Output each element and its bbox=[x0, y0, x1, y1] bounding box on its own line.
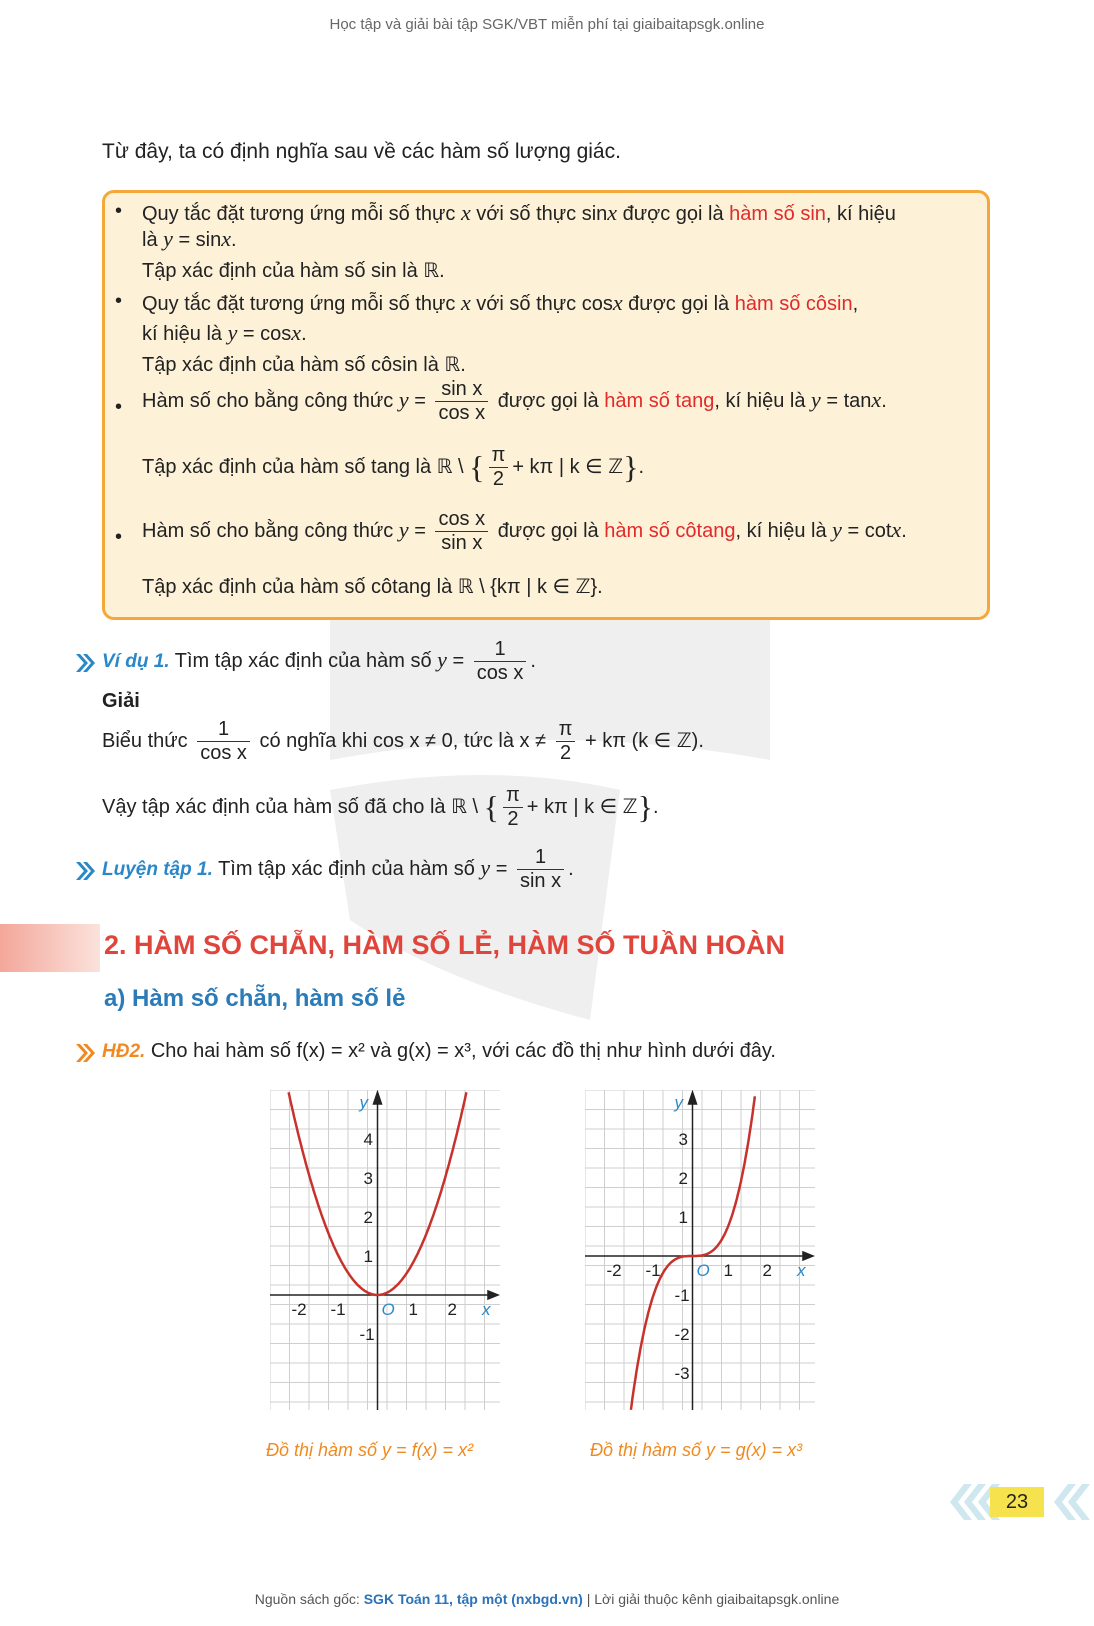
example-1: Ví dụ 1. Tìm tập xác định của hàm số y = $\frac{1}{\text{cos x}}$ . bbox=[102, 638, 536, 684]
intro-text: Từ đây, ta có định nghĩa sau về các hàm số lượng giác. bbox=[102, 140, 621, 163]
practice-label: Luyện tập 1. bbox=[102, 858, 213, 880]
x-tick-label: 2 bbox=[762, 1261, 772, 1280]
cot-fraction: $\frac{\text{cos x}}{\text{sin x}}$ bbox=[435, 508, 488, 555]
bullet: • bbox=[115, 396, 123, 418]
activity-hd2: HĐ2. Cho hai hàm số f(x) = x² và g(x) = x³, với các đồ thị như hình dưới đây. bbox=[102, 1040, 776, 1062]
cot-term: hàm số côtang bbox=[604, 519, 736, 542]
example-label: Ví dụ 1. bbox=[102, 650, 170, 672]
origin-label: O bbox=[381, 1300, 395, 1319]
chevron-right-icon bbox=[74, 652, 98, 674]
x-tick-label: -2 bbox=[606, 1261, 622, 1280]
x-axis-arrow-icon bbox=[803, 1252, 813, 1260]
example-conclusion: Vậy tập xác định của hàm số đã cho là ℝ \ { $\frac{\pi}{2}$ + kπ | k ∈ ℤ}. bbox=[102, 784, 659, 830]
x-tick-label: -1 bbox=[645, 1261, 661, 1280]
y-axis-label: y bbox=[359, 1093, 368, 1112]
example-solution: Biểu thức $\frac{1}{\text{cos x}}$ có nghĩa khi cos x ≠ 0, tức là x ≠ $\frac{\pi}{2}$ + kπ (k ∈ ℤ). bbox=[102, 718, 704, 764]
y-axis-arrow-icon bbox=[689, 1092, 697, 1104]
y-tick-label: 3 bbox=[678, 1130, 688, 1149]
y-axis-label: y bbox=[674, 1093, 683, 1112]
tan-domain: Tập xác định của hàm số tang là ℝ \ { $\frac{\pi}{2}$ + kπ | k ∈ ℤ}. bbox=[142, 444, 645, 490]
parabola-graph bbox=[270, 1090, 500, 1410]
tan-term: hàm số tang bbox=[604, 389, 715, 412]
y-tick-label: 2 bbox=[678, 1169, 688, 1188]
left-chart-caption: Đồ thị hàm số y = f(x) = x² bbox=[266, 1440, 474, 1460]
section-title: 2. HÀM SỐ CHẴN, HÀM SỐ LẺ, HÀM SỐ TUẦN HOÀN bbox=[104, 930, 786, 960]
y-tick-label: 2 bbox=[363, 1208, 373, 1227]
practice-1: Luyện tập 1. Tìm tập xác định của hàm số y = $\frac{1}{\text{sin x}}$ . bbox=[102, 846, 574, 892]
sin-notation: là y = sinx. bbox=[142, 226, 237, 251]
tan-fraction: $\frac{\text{sin x}}{\text{cos x}}$ bbox=[435, 378, 488, 425]
x-axis-label: x bbox=[797, 1261, 806, 1280]
cubic-graph bbox=[585, 1090, 815, 1410]
bullet: • bbox=[115, 290, 123, 312]
cot-domain: Tập xác định của hàm số côtang là ℝ \ {kπ | k ∈ ℤ}. bbox=[142, 576, 603, 598]
x-tick-label: -1 bbox=[330, 1300, 346, 1319]
solution-label: Giải bbox=[102, 690, 140, 712]
sin-definition: Quy tắc đặt tương ứng mỗi số thực x với số thực sinx được gọi là hàm số sin, kí hiệu bbox=[142, 200, 896, 225]
y-tick-label: 3 bbox=[363, 1169, 373, 1188]
y-axis-arrow-icon bbox=[374, 1092, 382, 1104]
chevron-right-icon bbox=[74, 1042, 98, 1064]
cos-domain: Tập xác định của hàm số côsin là ℝ. bbox=[142, 354, 466, 376]
y-tick-label: 4 bbox=[363, 1130, 373, 1149]
cos-notation: kí hiệu là y = cosx. bbox=[142, 320, 307, 345]
y-tick-label: -2 bbox=[674, 1325, 690, 1344]
x-tick-label: -2 bbox=[291, 1300, 307, 1319]
y-tick-label: -1 bbox=[674, 1286, 690, 1305]
chevron-right-icon bbox=[74, 860, 98, 882]
sin-term: hàm số sin bbox=[729, 203, 826, 225]
section-accent-bar bbox=[0, 924, 100, 972]
tan-definition: Hàm số cho bằng công thức y = $\frac{\text{sin x}}{\text{cos x}}$ được gọi là hàm số tang, kí hiệu là y = tanx. bbox=[142, 378, 887, 424]
origin-label: O bbox=[696, 1261, 710, 1280]
top-banner: Học tập và giải bài tập SGK/VBT miễn phí tại giaibaitapsgk.online bbox=[329, 16, 765, 33]
activity-label: HĐ2. bbox=[102, 1041, 146, 1062]
cos-term: hàm số côsin bbox=[734, 293, 853, 315]
sin-domain: Tập xác định của hàm số sin là ℝ. bbox=[142, 260, 445, 282]
x-tick-label: 2 bbox=[447, 1300, 457, 1319]
bullet: • bbox=[115, 526, 123, 548]
page-number: 23 bbox=[990, 1487, 1044, 1517]
bottom-banner: Nguồn sách gốc: SGK Toán 11, tập một (nxbgd.vn) | Lời giải thuộc kênh giaibaitapsgk.online bbox=[254, 1591, 840, 1607]
x-axis-arrow-icon bbox=[488, 1291, 498, 1299]
x-tick-label: 1 bbox=[408, 1300, 418, 1319]
bullet: • bbox=[115, 200, 123, 222]
y-tick-label: 1 bbox=[363, 1247, 373, 1266]
x-tick-label: 1 bbox=[723, 1261, 733, 1280]
y-tick-label: -1 bbox=[359, 1325, 375, 1344]
right-chart-caption: Đồ thị hàm số y = g(x) = x³ bbox=[590, 1440, 803, 1460]
subsection-title: a) Hàm số chẵn, hàm số lẻ bbox=[104, 985, 406, 1012]
source-link[interactable]: SGK Toán 11, tập một (nxbgd.vn) bbox=[363, 1591, 583, 1607]
y-tick-label: -3 bbox=[674, 1364, 690, 1383]
y-tick-label: 1 bbox=[678, 1208, 688, 1227]
x-axis-label: x bbox=[482, 1300, 491, 1319]
cot-definition: Hàm số cho bằng công thức y = $\frac{\text{cos x}}{\text{sin x}}$ được gọi là hàm số côtang, kí hiệu là y = cotx. bbox=[142, 508, 907, 554]
cos-definition: Quy tắc đặt tương ứng mỗi số thực x với số thực cosx được gọi là hàm số côsin, bbox=[142, 290, 859, 315]
